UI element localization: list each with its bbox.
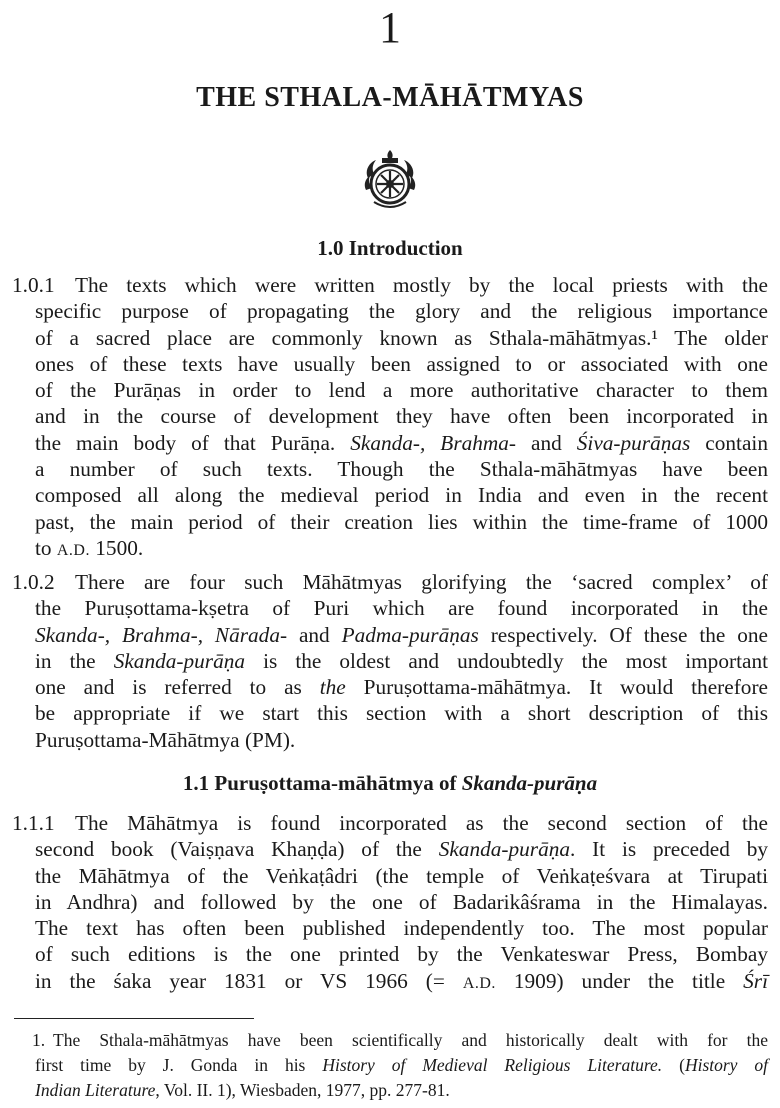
italic-text: History of	[684, 1055, 768, 1075]
paragraph	[12, 272, 768, 561]
text-run: second book (Vaiṣṇava Khaṇḍa) of the	[35, 837, 439, 862]
text-run: A.D.	[462, 974, 496, 992]
italic-text: the	[319, 675, 346, 700]
text-run: and	[287, 622, 342, 647]
footnote-line	[35, 1053, 768, 1078]
text-run: 1.0 Introduction	[317, 236, 463, 260]
text-run: The Māhātmya is found incorporated as the second section of the	[75, 811, 768, 835]
text-line	[35, 941, 768, 967]
text-run: a number of such texts. Though the Sthala-māhātmyas have been	[35, 457, 768, 482]
text-line	[35, 482, 768, 508]
text-run: is the oldest and undoubtedly the most important	[245, 648, 769, 673]
text-line	[35, 648, 768, 674]
italic-text: Śrī	[743, 968, 769, 993]
text-line	[35, 595, 768, 621]
text-run: be appropriate if we start this section with a short description of this	[35, 701, 768, 726]
text-run: ones of these texts have usually been assigned to or associated with one	[35, 351, 768, 376]
footnote-line	[35, 1078, 768, 1103]
text-run: , Vol. II. 1), Wiesbaden, 1977, pp. 277-81.	[155, 1080, 450, 1100]
text-line	[35, 535, 768, 561]
text-run: 1.1 Puruṣottama-māhātmya of	[182, 771, 462, 795]
text-run: (	[662, 1055, 685, 1075]
text-line	[35, 351, 768, 377]
text-line	[35, 325, 768, 351]
italic-text: History of Medieval Religious Literature.	[322, 1055, 663, 1075]
text-run: There are four such Māhātmyas glorifying the ‘sacred complex’ of	[75, 570, 768, 594]
paragraph	[12, 810, 769, 994]
text-run: 1909) under the title	[495, 968, 744, 993]
text-run: in the	[35, 648, 114, 673]
text-run: The texts which were written mostly by the local priests with the	[75, 273, 768, 297]
footnote	[32, 1028, 768, 1103]
text-line	[35, 700, 768, 726]
text-line	[35, 377, 768, 403]
text-line	[35, 298, 768, 324]
section-heading	[0, 236, 780, 261]
paragraph	[12, 569, 769, 753]
text-run: of a sacred place are commonly known as Sthala-māhātmyas.¹ The older	[35, 325, 768, 350]
text-run: of such editions is the one printed by the Venkateswar Press, Bombay	[35, 942, 768, 967]
text-run: first time by J. Gonda in his	[35, 1055, 323, 1075]
text-run: A.D.	[56, 541, 90, 559]
text-run: the Māhātmya of the Veṅkaṭâdri (the temple of Veṅkaṭeśvara at Tirupati	[35, 863, 768, 888]
section-heading	[0, 771, 780, 796]
text-run: in Andhra) and followed by the one of Badarikâśrama in the Himalayas.	[35, 889, 768, 914]
text-run: the main body of that Purāṇa.	[35, 430, 351, 455]
dharma-wheel-emblem-icon	[360, 148, 420, 210]
text-line	[12, 272, 768, 298]
text-run: of the Purāṇas in order to lend a more authoritative character to them	[35, 378, 768, 403]
text-line	[12, 569, 768, 595]
footnote-line	[32, 1028, 768, 1053]
footnote-text	[35, 1030, 768, 1050]
text-run: specific purpose of propagating the glory and the religious importance	[35, 299, 768, 324]
text-line	[35, 622, 768, 648]
text-line	[35, 727, 768, 753]
text-line	[35, 968, 768, 994]
text-line	[35, 430, 768, 456]
paragraph-number: 1.0.1	[12, 273, 55, 297]
text-run: the Puruṣottama-kṣetra of Puri which are found incorporated in the	[35, 596, 768, 621]
text-run: contain	[690, 430, 768, 455]
text-line	[12, 810, 768, 836]
italic-text: Skanda-, Brahma-, Nārada-	[35, 622, 288, 647]
text-run: to	[35, 535, 57, 560]
text-run: composed all along the medieval period in India and even in the recent	[35, 483, 768, 508]
text-run: and	[516, 430, 577, 455]
text-run: past, the main period of their creation lies within the time-frame of 1000	[35, 509, 768, 534]
italic-text: Skanda-purāṇa	[113, 648, 246, 673]
italic-text: Padma-purāṇas	[341, 622, 479, 647]
chapter-number: 1	[379, 3, 401, 52]
paragraph-number: 1.1.1	[12, 811, 55, 835]
text-line	[35, 889, 768, 915]
text-run: The Sthala-māhātmyas have been scientifically and historically dealt with for the	[53, 1030, 768, 1050]
text-line	[35, 674, 768, 700]
text-line	[35, 456, 768, 482]
italic-text: Skanda-, Brahma-	[350, 430, 517, 455]
paragraph-number: 1.0.2	[12, 570, 55, 594]
footnote-divider	[14, 1018, 254, 1019]
text-line	[35, 863, 768, 889]
text-line	[35, 836, 768, 862]
italic-text: Indian Literature	[35, 1080, 156, 1100]
text-line	[35, 403, 768, 429]
italic-text: Skanda-purāṇa	[461, 771, 598, 795]
text-run: in the śaka year 1831 or VS 1966 (=	[35, 968, 463, 993]
text-run: 1500.	[89, 535, 144, 560]
text-run: Puruṣottama-māhātmya. It would therefore	[345, 675, 768, 700]
text-run: respectively. Of these the one	[478, 622, 769, 647]
text-line	[35, 509, 768, 535]
text-run: one and is referred to as	[35, 675, 320, 700]
text-run: . It is preceded by	[570, 837, 768, 862]
chapter-title: THE STHALA-MĀHĀTMYAS	[196, 82, 584, 113]
italic-text: Skanda-purāṇa	[438, 837, 571, 862]
italic-text: Śiva-purāṇas	[576, 430, 691, 455]
text-run: The text has often been published independently too. The most popular	[35, 916, 768, 941]
text-run: Puruṣottama-Māhātmya (PM).	[35, 727, 296, 752]
text-run: and in the course of development they have often been incorporated in	[35, 404, 768, 429]
footnote-number: 1.	[32, 1030, 46, 1050]
text-line	[35, 915, 768, 941]
